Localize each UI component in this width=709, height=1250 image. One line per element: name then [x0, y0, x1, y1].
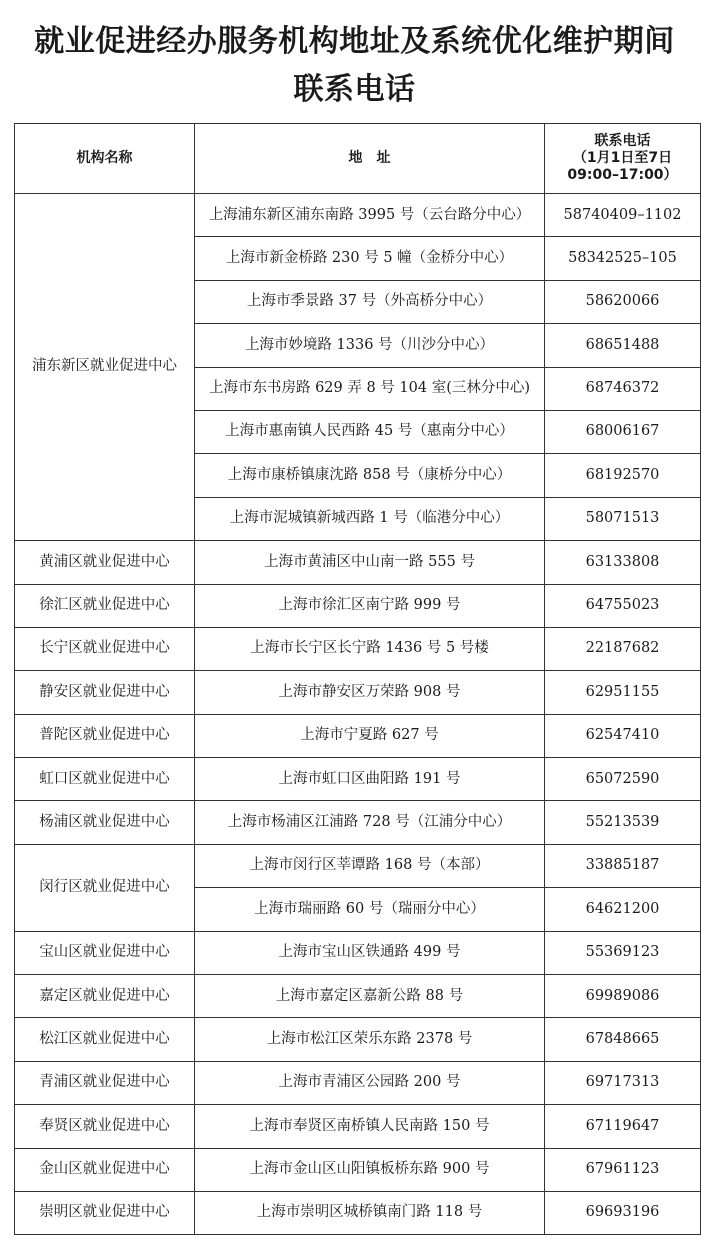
table-row: [15, 584, 701, 627]
table-row: [15, 931, 701, 974]
table-row: [15, 975, 701, 1018]
org-name-cell: 奉贤区就业促进中心: [15, 1105, 195, 1148]
table-row: [15, 671, 701, 714]
phone-cell: 58620066: [545, 280, 701, 323]
org-name-cell: 松江区就业促进中心: [15, 1018, 195, 1061]
phone-cell: 65072590: [545, 758, 701, 801]
org-name-cell: 青浦区就业促进中心: [15, 1061, 195, 1104]
table-header-row: [15, 124, 701, 194]
phone-cell: 22187682: [545, 627, 701, 670]
table-row: [15, 1018, 701, 1061]
org-name-cell: 崇明区就业促进中心: [15, 1191, 195, 1234]
address-cell: 上海市青浦区公园路 200 号: [195, 1061, 545, 1104]
org-name-cell: 宝山区就业促进中心: [15, 931, 195, 974]
address-cell: 上海市宁夏路 627 号: [195, 714, 545, 757]
org-name-cell: 虹口区就业促进中心: [15, 758, 195, 801]
org-name-cell: 金山区就业促进中心: [15, 1148, 195, 1191]
org-column-header: 机构名称: [15, 124, 195, 194]
org-name-cell: 黄浦区就业促进中心: [15, 541, 195, 584]
page-subtitle: 联系电话: [293, 72, 416, 107]
org-name-cell: 长宁区就业促进中心: [15, 627, 195, 670]
table-body: [15, 194, 701, 1235]
phone-cell: 68006167: [545, 410, 701, 453]
phone-header-line2: （1月1日至7日: [572, 150, 673, 167]
phone-cell: 55369123: [545, 931, 701, 974]
table-row: [15, 1191, 701, 1234]
phone-header-line3: 09:00–17:00）: [567, 166, 678, 183]
address-cell: 上海市奉贤区南桥镇人民南路 150 号: [195, 1105, 545, 1148]
phone-cell: 68192570: [545, 454, 701, 497]
address-cell: 上海市新金桥路 230 号 5 幢（金桥分中心）: [195, 237, 545, 280]
phone-cell: 69989086: [545, 975, 701, 1018]
table-row: [15, 627, 701, 670]
page-title: 就业促进经办服务机构地址及系统优化维护期间: [34, 24, 675, 59]
table-row: [15, 1105, 701, 1148]
org-name-cell: 浦东新区就业促进中心: [15, 194, 195, 541]
address-cell: 上海市惠南镇人民西路 45 号（惠南分中心）: [195, 410, 545, 453]
address-cell: 上海市嘉定区嘉新公路 88 号: [195, 975, 545, 1018]
phone-cell: 64621200: [545, 888, 701, 931]
address-cell: 上海市泥城镇新城西路 1 号（临港分中心）: [195, 497, 545, 540]
phone-cell: 67119647: [545, 1105, 701, 1148]
address-cell: 上海市妙境路 1336 号（川沙分中心）: [195, 324, 545, 367]
table-row: [15, 714, 701, 757]
phone-cell: 63133808: [545, 541, 701, 584]
phone-header-line1: 联系电话: [594, 133, 651, 150]
address-cell: 上海市金山区山阳镇板桥东路 900 号: [195, 1148, 545, 1191]
table-row: [15, 1061, 701, 1104]
address-column-header: 地 址: [195, 124, 545, 194]
org-name-cell: 闵行区就业促进中心: [15, 844, 195, 931]
phone-cell: 62547410: [545, 714, 701, 757]
org-name-cell: 静安区就业促进中心: [15, 671, 195, 714]
table-row: [15, 194, 701, 237]
phone-cell: 69717313: [545, 1061, 701, 1104]
address-cell: 上海市松江区荣乐东路 2378 号: [195, 1018, 545, 1061]
address-cell: 上海市康桥镇康沈路 858 号（康桥分中心）: [195, 454, 545, 497]
phone-cell: 68746372: [545, 367, 701, 410]
address-cell: 上海市黄浦区中山南一路 555 号: [195, 541, 545, 584]
phone-cell: 58342525–105: [545, 237, 701, 280]
phone-cell: 68651488: [545, 324, 701, 367]
address-cell: 上海市崇明区城桥镇南门路 118 号: [195, 1191, 545, 1234]
phone-cell: 58071513: [545, 497, 701, 540]
table-row: [15, 758, 701, 801]
address-cell: 上海市瑞丽路 60 号（瑞丽分中心）: [195, 888, 545, 931]
address-cell: 上海市长宁区长宁路 1436 号 5 号楼: [195, 627, 545, 670]
address-cell: 上海市东书房路 629 弄 8 号 104 室(三林分中心): [195, 367, 545, 410]
contact-table: [14, 123, 701, 1235]
address-cell: 上海市静安区万荣路 908 号: [195, 671, 545, 714]
phone-cell: 64755023: [545, 584, 701, 627]
phone-column-header: [545, 124, 701, 194]
org-name-cell: 嘉定区就业促进中心: [15, 975, 195, 1018]
org-name-cell: 杨浦区就业促进中心: [15, 801, 195, 844]
address-cell: 上海市宝山区铁通路 499 号: [195, 931, 545, 974]
phone-cell: 55213539: [545, 801, 701, 844]
phone-cell: 67961123: [545, 1148, 701, 1191]
table-row: [15, 1148, 701, 1191]
table-row: [15, 541, 701, 584]
address-cell: 上海市徐汇区南宁路 999 号: [195, 584, 545, 627]
table-row: [15, 801, 701, 844]
address-cell: 上海市虹口区曲阳路 191 号: [195, 758, 545, 801]
phone-cell: 67848665: [545, 1018, 701, 1061]
phone-cell: 58740409–1102: [545, 194, 701, 237]
org-name-cell: 徐汇区就业促进中心: [15, 584, 195, 627]
org-name-cell: 普陀区就业促进中心: [15, 714, 195, 757]
address-cell: 上海市闵行区莘谭路 168 号（本部）: [195, 844, 545, 887]
address-cell: 上海浦东新区浦东南路 3995 号（云台路分中心）: [195, 194, 545, 237]
phone-cell: 33885187: [545, 844, 701, 887]
address-cell: 上海市杨浦区江浦路 728 号（江浦分中心）: [195, 801, 545, 844]
table-row: [15, 844, 701, 887]
phone-cell: 69693196: [545, 1191, 701, 1234]
phone-cell: 62951155: [545, 671, 701, 714]
address-cell: 上海市季景路 37 号（外高桥分中心）: [195, 280, 545, 323]
